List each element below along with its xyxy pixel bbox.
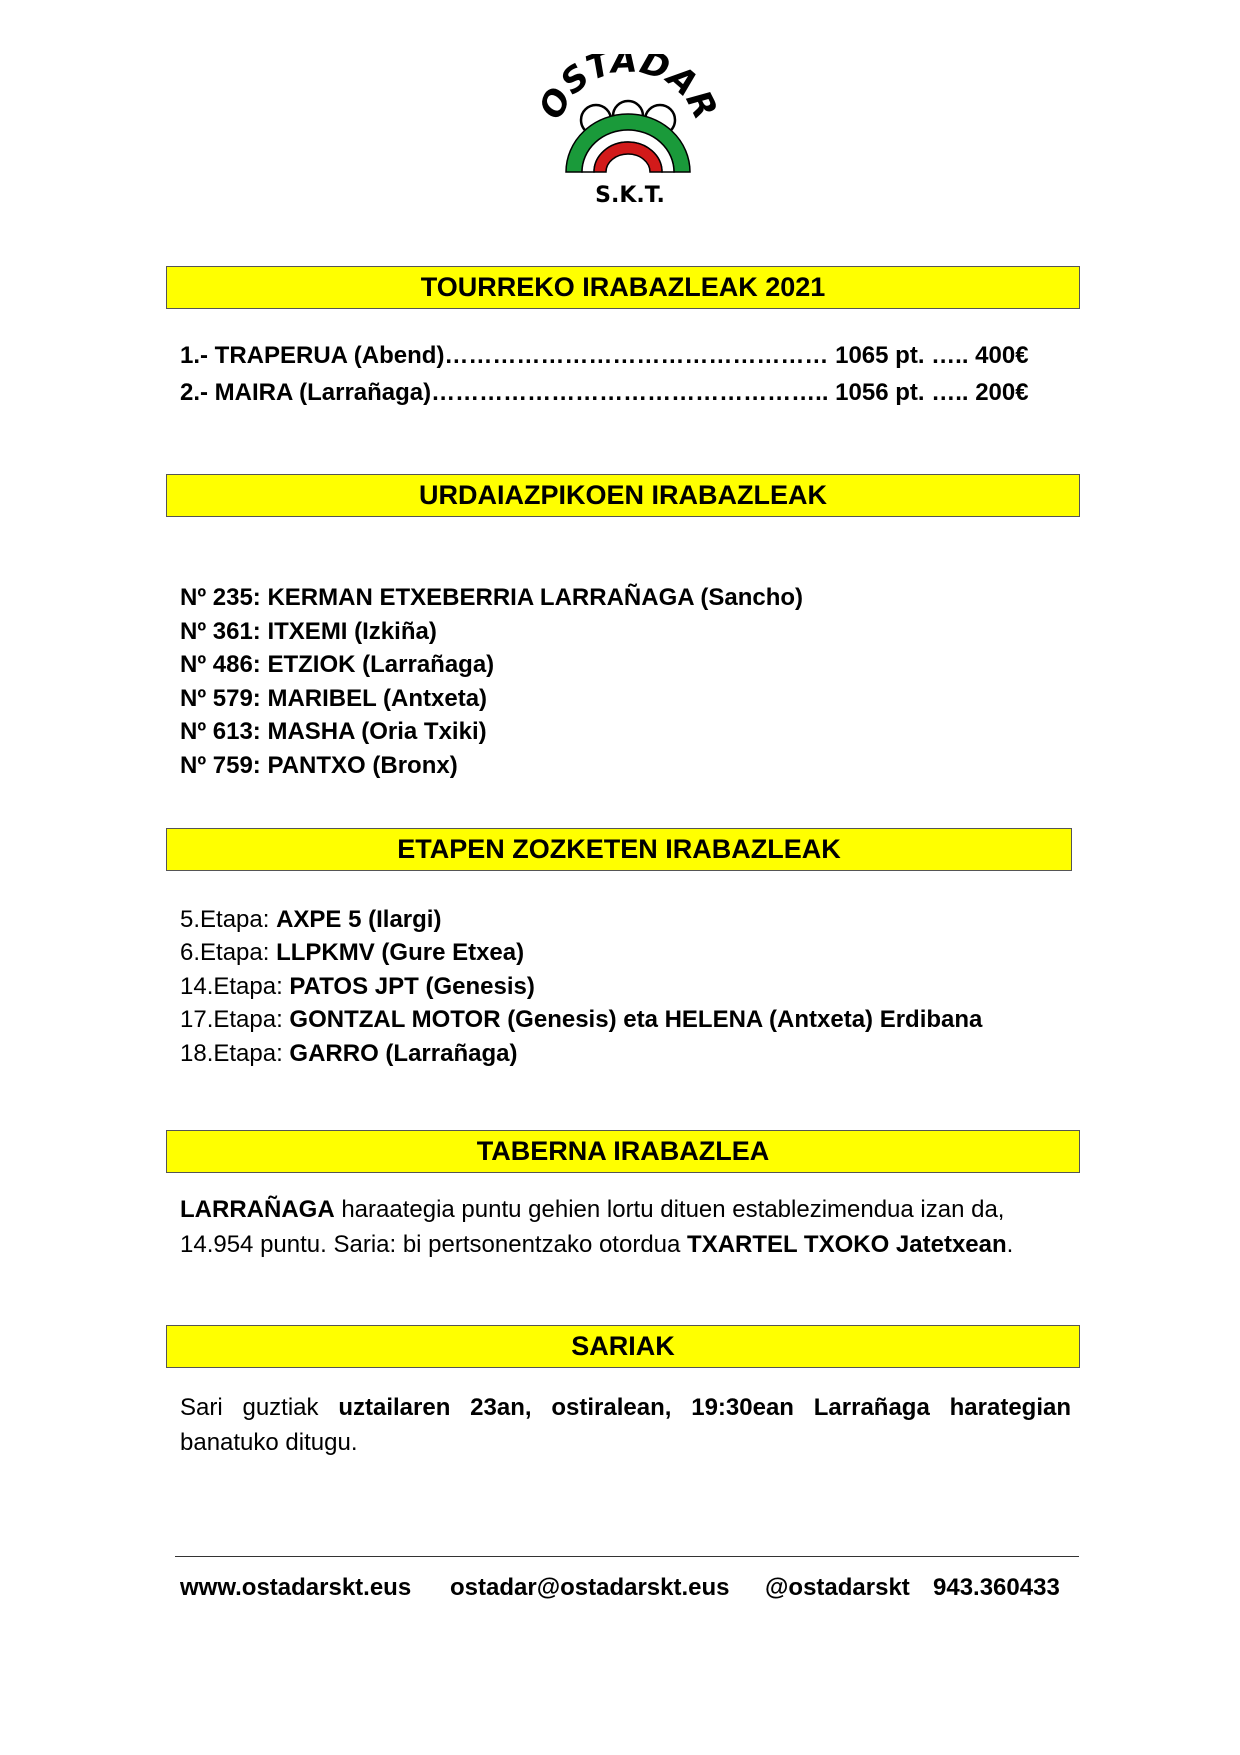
stage-label: 17.Etapa: [180, 1006, 290, 1033]
tavern-text-1: haraategia puntu gehien lortu dituen establezimendua izan da, [334, 1196, 1005, 1223]
stage-label: 6.Etapa: [180, 939, 277, 966]
prizes-text [180, 1390, 1071, 1460]
stage-label: 5.Etapa: [180, 906, 277, 933]
ham-winner-row: Nº 486: ETZIOK (Larrañaga) [180, 651, 495, 678]
tavern-winner-header [166, 1130, 1080, 1173]
stage-label: 14.Etapa: [180, 973, 290, 1000]
tour-winners-title: TOURREKO IRABAZLEAK 2021 [420, 272, 826, 302]
ham-winner-row: Nº 613: MASHA (Oria Txiki) [180, 718, 487, 745]
footer-email-link[interactable]: ostadar@ostadarskt.eus [450, 1574, 730, 1601]
prizes-text-1: Sari guztiak [180, 1394, 339, 1421]
prizes-text-2: banatuko ditugu. [180, 1429, 358, 1456]
stage-winner: GARRO (Larrañaga) [289, 1040, 518, 1067]
logo-name: STADA [553, 54, 706, 105]
tavern-winner-title: TABERNA IRABAZLEA [476, 1136, 770, 1166]
tour-winner-2: 2.- MAIRA (Larrañaga)………………………………………….. 1056 pt. ….. 200€ [180, 379, 1029, 406]
ham-winner-row: Nº 759: PANTXO (Bronx) [180, 752, 458, 779]
tavern-winner-text [180, 1192, 1074, 1262]
prizes-date-place: uztailaren 23an, ostiralean, 19:30ean Larrañaga harategian [338, 1394, 1071, 1421]
stage-winners-header [166, 828, 1072, 871]
tavern-name: LARRAÑAGA [180, 1196, 335, 1223]
prizes-title: SARIAK [571, 1331, 675, 1361]
ham-winner-row: Nº 235: KERMAN ETXEBERRIA LARRAÑAGA (Sancho) [180, 584, 804, 611]
stage-winners-title: ETAPEN ZOZKETEN IRABAZLEAK [397, 834, 841, 864]
stage-winner: PATOS JPT (Genesis) [289, 973, 535, 1000]
ham-winners-title: URDAIAZPIKOEN IRABAZLEAK [419, 480, 827, 510]
tavern-text-2: 14.954 puntu. Saria: bi pertsonentzako otordua [180, 1231, 688, 1258]
stage-winner-row [180, 939, 524, 967]
stage-winner-row [180, 1040, 517, 1068]
prizes-header [166, 1325, 1080, 1368]
stage-label: 18.Etapa: [180, 1040, 290, 1067]
ham-winners-header [166, 474, 1080, 517]
tour-winners-header [166, 266, 1080, 309]
stage-winner: GONTZAL MOTOR (Genesis) eta HELENA (Antxeta) Erdibana [289, 1006, 983, 1033]
stage-winner-row [180, 1006, 982, 1034]
stage-winner: AXPE 5 (Ilargi) [276, 906, 442, 933]
stage-winner-row [180, 906, 441, 934]
stage-winner-row [180, 973, 535, 1001]
tavern-text-3: . [1006, 1231, 1014, 1258]
tavern-prize-venue: TXARTEL TXOKO Jatetxean [687, 1231, 1007, 1258]
ham-winner-row: Nº 361: ITXEMI (Izkiña) [180, 618, 437, 645]
stage-winner: LLPKMV (Gure Etxea) [276, 939, 525, 966]
tour-winner-1: 1.- TRAPERUA (Abend)………………………………………… 1065 pt. ….. 400€ [180, 342, 1029, 369]
footer-social-handle[interactable]: @ostadarskt [765, 1574, 910, 1601]
footer-phone: 943.360433 [933, 1574, 1060, 1601]
logo-subtitle: S.K.T. [595, 183, 665, 208]
ham-winner-row: Nº 579: MARIBEL (Antxeta) [180, 685, 488, 712]
footer-divider [175, 1556, 1079, 1557]
footer-website-link[interactable]: www.ostadarskt.eus [180, 1574, 412, 1601]
